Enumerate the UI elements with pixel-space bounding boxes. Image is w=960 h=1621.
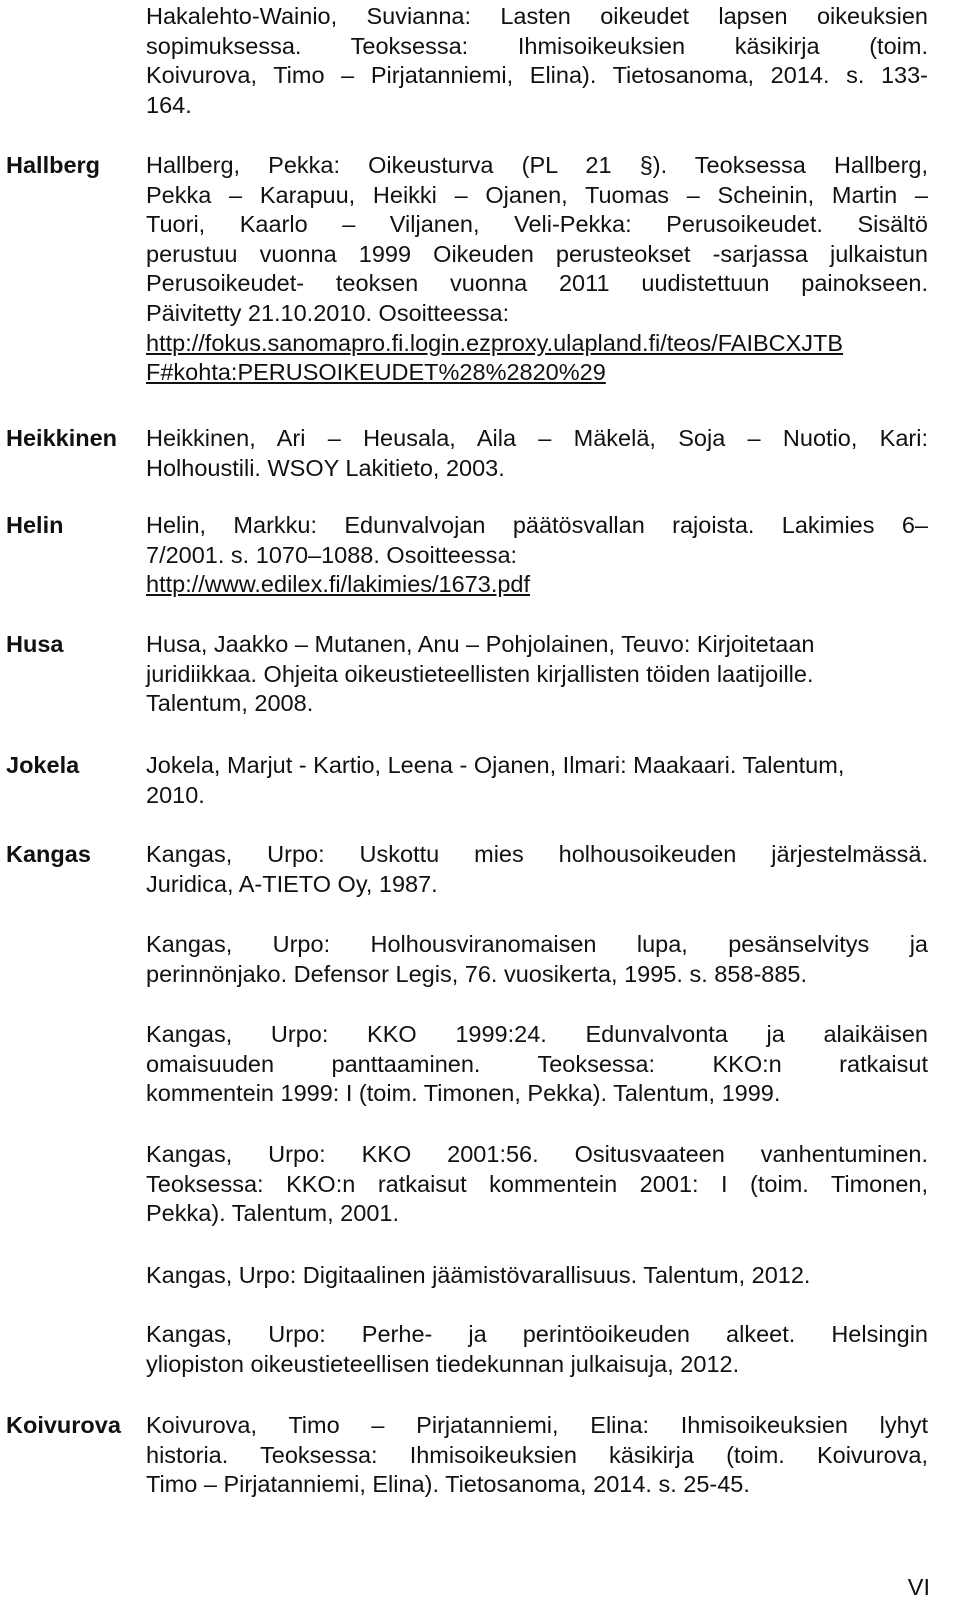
author-key-kangas: Kangas	[6, 841, 91, 867]
reference-text	[146, 2, 928, 120]
reference-line: Kangas, Urpo: KKO 2001:56. Ositusvaateen vanhentuminen.	[146, 1141, 928, 1167]
reference-line: Kangas, Urpo: Holhousviranomaisen lupa, pesänselvitys ja	[146, 931, 928, 957]
reference-line: Tuori, Kaarlo – Viljanen, Veli-Pekka: Perusoikeudet. Sisältö	[146, 211, 928, 238]
reference-url-link[interactable]: http://fokus.sanomapro.fi.login.ezproxy.ulapland.fi/teos/FAIBCXJTB	[146, 329, 844, 356]
reference-line: Kangas, Urpo: Perhe- ja perintöoikeuden alkeet. Helsingin	[146, 1321, 928, 1347]
reference-line: Kangas, Urpo: Digitaalinen jäämistövarallisuus. Talentum, 2012.	[146, 1262, 811, 1288]
reference-line: historia. Teoksessa: Ihmisoikeuksien käsikirja (toim. Koivurova,	[146, 1441, 928, 1468]
reference-line: 164.	[146, 91, 192, 118]
reference-text	[146, 1140, 928, 1229]
reference-text	[146, 751, 928, 810]
reference-url-link[interactable]: F#kohta:PERUSOIKEUDET%28%2820%29	[146, 359, 606, 386]
reference-line: sopimuksessa. Teoksessa: Ihmisoikeuksien käsikirja (toim.	[146, 32, 928, 59]
reference-line: kommentein 1999: I (toim. Timonen, Pekka). Talentum, 1999.	[146, 1080, 781, 1107]
reference-line: Perusoikeudet- teoksen vuonna 2011 uudistettuun painokseen.	[146, 270, 928, 297]
reference-text	[146, 511, 928, 600]
reference-text	[146, 1261, 928, 1291]
reference-line: omaisuuden panttaaminen. Teoksessa: KKO:n ratkaisut	[146, 1050, 928, 1077]
reference-line: Hallberg, Pekka: Oikeusturva (PL 21 §). Teoksessa Hallberg,	[146, 152, 928, 178]
reference-line: Pekka – Karapuu, Heikki – Ojanen, Tuomas – Scheinin, Martin –	[146, 181, 928, 208]
reference-text	[146, 840, 928, 899]
reference-line: Heikkinen, Ari – Heusala, Aila – Mäkelä, Soja – Nuotio, Kari:	[146, 425, 928, 451]
reference-line: Kangas, Urpo: Uskottu mies holhousoikeuden järjestelmässä.	[146, 841, 928, 867]
reference-line: Talentum, 2008.	[146, 690, 314, 717]
reference-text	[146, 630, 928, 719]
reference-line: Pekka). Talentum, 2001.	[146, 1200, 399, 1227]
reference-line: Holhoustili. WSOY Lakitieto, 2003.	[146, 454, 505, 481]
reference-line: 2010.	[146, 781, 205, 808]
reference-line: Juridica, A-TIETO Oy, 1987.	[146, 870, 438, 897]
author-key-husa: Husa	[6, 631, 64, 657]
reference-line: perustuu vuonna 1999 Oikeuden perusteokset -sarjassa julkaistun	[146, 240, 928, 267]
reference-line: Husa, Jaakko – Mutanen, Anu – Pohjolainen, Teuvo: Kirjoitetaan	[146, 631, 815, 657]
reference-line: yliopiston oikeustieteellisen tiedekunnan julkaisuja, 2012.	[146, 1350, 740, 1377]
reference-url-link[interactable]: http://www.edilex.fi/lakimies/1673.pdf	[146, 571, 531, 598]
author-key-koivurova: Koivurova	[6, 1412, 121, 1438]
reference-line: Koivurova, Timo – Pirjatanniemi, Elina: Ihmisoikeuksien lyhyt	[146, 1412, 928, 1438]
reference-line: Jokela, Marjut - Kartio, Leena - Ojanen, Ilmari: Maakaari. Talentum,	[146, 752, 845, 778]
reference-text	[146, 424, 928, 483]
reference-text	[146, 151, 928, 388]
reference-text	[146, 1020, 928, 1109]
page-number: VI	[907, 1574, 930, 1600]
author-key-hallberg: Hallberg	[6, 152, 101, 178]
reference-text	[146, 1411, 928, 1500]
reference-line: Kangas, Urpo: KKO 1999:24. Edunvalvonta ja alaikäisen	[146, 1021, 928, 1047]
reference-line: 7/2001. s. 1070–1088. Osoitteessa:	[146, 541, 518, 568]
reference-line: Timo – Pirjatanniemi, Elina). Tietosanoma, 2014. s. 25-45.	[146, 1471, 750, 1498]
author-key-jokela: Jokela	[6, 752, 80, 778]
reference-line: perinnönjako. Defensor Legis, 76. vuosikerta, 1995. s. 858-885.	[146, 960, 808, 987]
reference-line: Hakalehto-Wainio, Suvianna: Lasten oikeudet lapsen oikeuksien	[146, 3, 928, 29]
author-key-heikkinen: Heikkinen	[6, 425, 118, 451]
author-key-helin: Helin	[6, 512, 64, 538]
reference-line: Teoksessa: KKO:n ratkaisut kommentein 2001: I (toim. Timonen,	[146, 1170, 928, 1197]
reference-line: Koivurova, Timo – Pirjatanniemi, Elina). Tietosanoma, 2014. s. 133-	[146, 62, 928, 89]
reference-line: Päivitetty 21.10.2010. Osoitteessa:	[146, 299, 510, 326]
reference-text	[146, 930, 928, 989]
reference-line: Helin, Markku: Edunvalvojan päätösvallan rajoista. Lakimies 6–	[146, 512, 928, 538]
reference-text	[146, 1320, 928, 1379]
reference-line: juridiikkaa. Ohjeita oikeustieteellisten kirjallisten töiden laatijoille.	[146, 660, 814, 687]
